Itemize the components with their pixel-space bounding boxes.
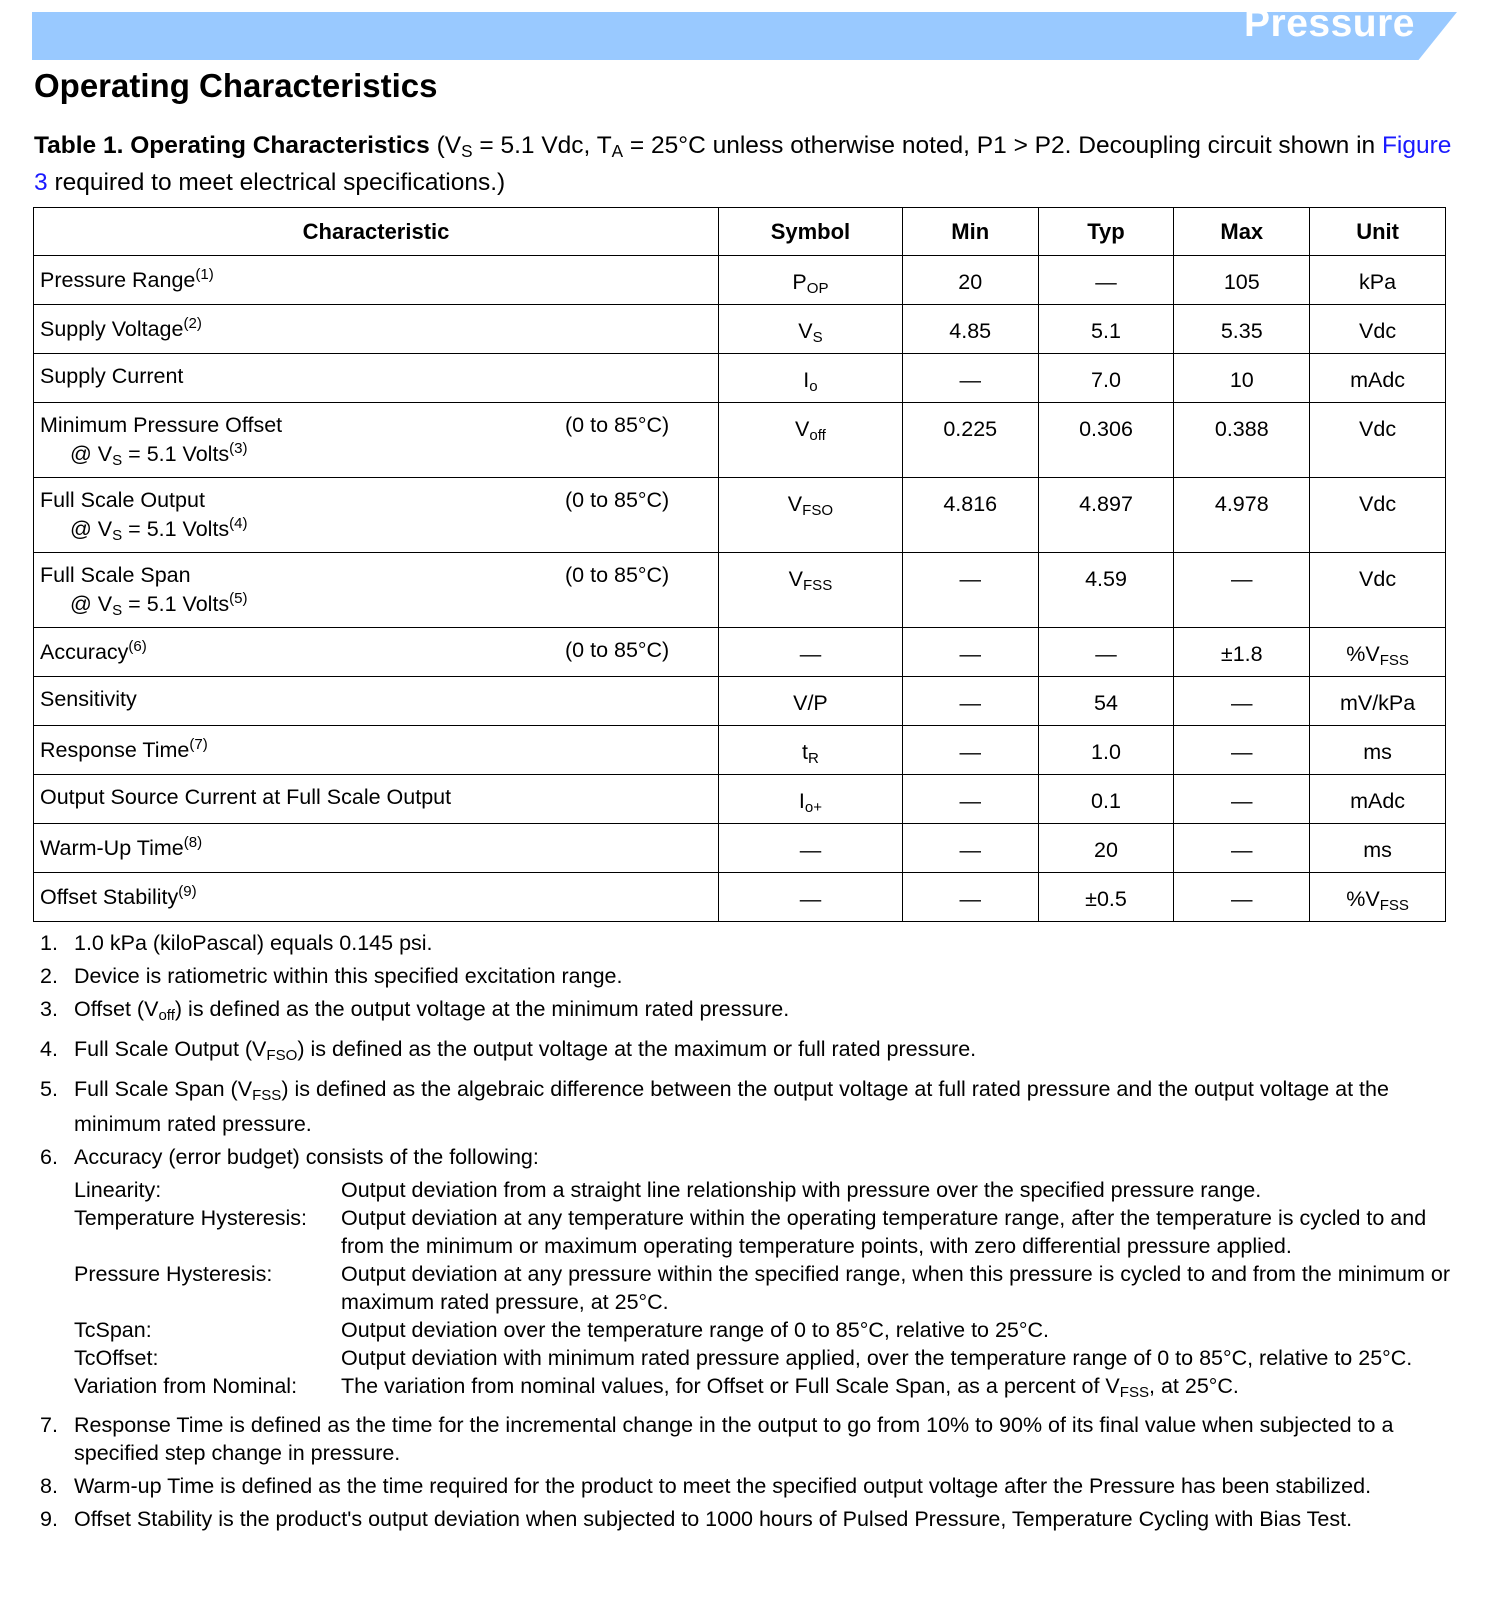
symbol-cell: [719, 677, 903, 726]
characteristic-name: Supply Voltage: [40, 317, 184, 341]
characteristic-name: Sensitivity: [40, 687, 137, 711]
footnote-number: 1.: [40, 931, 58, 955]
unit: mAdc: [1350, 789, 1406, 813]
symbol: V/P: [793, 691, 828, 715]
banner-title: Pressure: [1244, 2, 1415, 45]
unit-sub: FSS: [1379, 897, 1409, 914]
typ-cell: 1.0: [1038, 726, 1174, 775]
header-unit: Unit: [1310, 208, 1446, 256]
footnote-text-part: Offset (V: [74, 997, 159, 1021]
unit: mAdc: [1350, 368, 1406, 392]
unit-cell: [1310, 677, 1446, 726]
footnote-text: [74, 1075, 1460, 1138]
max-cell: 4.978: [1174, 478, 1310, 553]
unit-cell: [1310, 354, 1446, 403]
unit-cell: [1310, 824, 1446, 873]
footnote-text: Response Time is defined as the time for the incremental change in the output to go from 10% to 90% of its final value when subjected to a specified step change in pressure.: [74, 1413, 1394, 1465]
symbol-sub: off: [809, 427, 826, 444]
footnote-text: Offset Stability is the product's output deviation when subjected to 1000 hours of Pulsed Pressure, Temperature Cycling with Bias Test.: [74, 1507, 1353, 1531]
characteristic-condition-line: [40, 440, 718, 469]
footnote-6: [40, 1143, 1460, 1171]
condition: (0 to 85°C): [565, 488, 670, 512]
characteristic-name: Response Time: [40, 738, 190, 762]
footnote-sub: off: [158, 1007, 175, 1024]
footnote-number: 2.: [40, 964, 58, 988]
characteristic-cell: [34, 726, 719, 775]
footnote-3: [40, 995, 1460, 1030]
footnote-sub: FSS: [252, 1087, 282, 1104]
table-row: [34, 824, 1446, 873]
symbol-sub: S: [812, 329, 823, 346]
table-header-row: [34, 208, 1446, 256]
min-cell: 4.85: [902, 305, 1038, 354]
unit-cell: [1310, 775, 1446, 824]
symbol-sub: FSO: [802, 502, 834, 519]
condition: (0 to 85°C): [565, 563, 670, 587]
definition-sub: FSS: [1119, 1384, 1150, 1401]
footnote-text-part: Full Scale Span (V: [74, 1077, 253, 1101]
min-cell: —: [902, 553, 1038, 628]
footnote-number: 3.: [40, 997, 58, 1021]
characteristic-cell: [34, 677, 719, 726]
characteristic-cell: [34, 403, 719, 478]
definition-desc: [341, 1372, 1460, 1407]
characteristic-cell: [34, 256, 719, 305]
footnote-number: 5.: [40, 1077, 58, 1101]
unit-cell: [1310, 403, 1446, 478]
max-cell: 10: [1174, 354, 1310, 403]
footnote-7: [40, 1411, 1460, 1467]
definition-desc: Output deviation over the temperature range of 0 to 85°C, relative to 25°C.: [341, 1318, 1049, 1342]
min-cell: —: [902, 873, 1038, 922]
unit-cell: [1310, 873, 1446, 922]
unit: %V: [1346, 887, 1380, 911]
unit: Vdc: [1359, 417, 1397, 441]
footnote-text: Warm-up Time is defined as the time required for the product to meet the specified output voltage after the Pressure has been stabilized.: [74, 1474, 1372, 1498]
table-caption: [34, 130, 1454, 199]
symbol-sub: OP: [806, 280, 829, 297]
symbol-cell: [719, 354, 903, 403]
unit: mV/kPa: [1339, 691, 1416, 715]
definition-desc-part: The variation from nominal values, for Offset or Full Scale Span, as a percent of V: [341, 1374, 1120, 1398]
symbol: —: [799, 887, 822, 911]
max-cell: —: [1174, 726, 1310, 775]
unit-sub: FSS: [1379, 652, 1409, 669]
caption-text: = 25°C unless otherwise noted, P1 > P2. Decoupling circuit shown in: [623, 132, 1382, 159]
characteristic-name: Full Scale Span: [40, 563, 191, 587]
min-cell: 20: [902, 256, 1038, 305]
symbol-sub: o+: [804, 799, 823, 816]
unit-cell: [1310, 628, 1446, 677]
definition-linearity: [74, 1176, 1460, 1204]
definition-term: TcOffset:: [74, 1346, 159, 1370]
definition-desc: Output deviation from a straight line relationship with pressure over the specified pressure range.: [341, 1178, 1262, 1202]
min-cell: —: [902, 677, 1038, 726]
caption-text: (V: [436, 132, 462, 159]
max-cell: 5.35: [1174, 305, 1310, 354]
definition-temperature-hysteresis: [74, 1204, 1460, 1260]
footnote-text: Device is ratiometric within this specified excitation range.: [74, 964, 623, 988]
definition-desc: Output deviation at any temperature within the operating temperature range, after the temperature is cycled to and from the minimum or maximum operating temperature points, with zero differential pressure applied.: [341, 1206, 1427, 1258]
max-cell: 0.388: [1174, 403, 1310, 478]
operating-characteristics-table: [33, 207, 1446, 922]
characteristic-condition-line: [40, 590, 718, 619]
footnote-text-part: ) is defined as the algebraic difference between the output voltage at full rated pressure and the output voltage at the minimum rated pressure.: [74, 1077, 1389, 1136]
condition-sub: S: [112, 602, 123, 619]
unit-cell: [1310, 553, 1446, 628]
table-row: [34, 677, 1446, 726]
table-row: [34, 403, 1446, 478]
footnote-ref: (7): [189, 736, 208, 753]
footnote-text: [74, 995, 1460, 1030]
footnote-ref: (6): [128, 638, 147, 655]
table-row: [34, 726, 1446, 775]
header-min: Min: [902, 208, 1038, 256]
header-typ: Typ: [1038, 208, 1174, 256]
footnote-ref: (8): [183, 834, 203, 851]
table-row: [34, 354, 1446, 403]
min-cell: —: [902, 726, 1038, 775]
footnote-number: 8.: [40, 1474, 58, 1498]
definition-term: Linearity:: [74, 1178, 162, 1202]
table-row: [34, 873, 1446, 922]
characteristic-name: Supply Current: [40, 364, 184, 388]
footnote-ref: (5): [229, 590, 248, 607]
max-cell: —: [1174, 775, 1310, 824]
characteristic-condition-line: [40, 515, 718, 544]
symbol-cell: [719, 873, 903, 922]
unit: kPa: [1359, 270, 1397, 294]
typ-cell: —: [1038, 628, 1174, 677]
figure-3-link[interactable]: Figure 3: [34, 132, 1452, 196]
footnote-sub: FSO: [266, 1047, 298, 1064]
symbol-cell: [719, 726, 903, 775]
header-characteristic: Characteristic: [34, 208, 719, 256]
max-cell: —: [1174, 873, 1310, 922]
footnote-number: 7.: [40, 1413, 58, 1437]
unit: Vdc: [1359, 567, 1397, 591]
symbol: V: [795, 417, 810, 441]
condition-text: @ V: [70, 442, 113, 466]
table-row: [34, 553, 1446, 628]
symbol: —: [799, 838, 822, 862]
definition-term: Temperature Hysteresis:: [74, 1206, 307, 1230]
symbol-cell: [719, 553, 903, 628]
max-cell: —: [1174, 824, 1310, 873]
condition-text: @ V: [70, 517, 113, 541]
table-row: [34, 478, 1446, 553]
footnote-ref: (9): [178, 883, 197, 900]
unit-cell: [1310, 478, 1446, 553]
characteristic-name: Warm-Up Time: [40, 836, 184, 860]
definition-desc-part: , at 25°C.: [1149, 1374, 1239, 1398]
footnote-ref: (4): [229, 515, 248, 532]
characteristic-name: Minimum Pressure Offset: [40, 413, 283, 437]
condition-sub: S: [112, 527, 123, 544]
footnote-text-part: ) is defined as the output voltage at the maximum or full rated pressure.: [297, 1037, 977, 1061]
definition-variation-from-nominal: [74, 1372, 1460, 1407]
footnote-5: [40, 1075, 1460, 1138]
footnote-text-part: ) is defined as the output voltage at the minimum rated pressure.: [174, 997, 790, 1021]
footnote-8: [40, 1472, 1460, 1500]
characteristic-name: Offset Stability: [40, 885, 179, 909]
footnote-number: 9.: [40, 1507, 58, 1531]
table-row: [34, 256, 1446, 305]
symbol-cell: [719, 305, 903, 354]
characteristic-cell: [34, 553, 719, 628]
characteristic-name: Output Source Current at Full Scale Output: [40, 785, 452, 809]
symbol-cell: [719, 403, 903, 478]
definition-desc: Output deviation with minimum rated pressure applied, over the temperature range of 0 to 85°C, relative to 25°C.: [341, 1346, 1413, 1370]
symbol: V: [798, 319, 813, 343]
definition-pressure-hysteresis: [74, 1260, 1460, 1316]
footnote-1: [40, 929, 1460, 957]
characteristic-name: Accuracy: [40, 640, 129, 664]
header-symbol: Symbol: [719, 208, 903, 256]
characteristic-cell: [34, 873, 719, 922]
condition-text: = 5.1 Volts: [122, 442, 230, 466]
unit-cell: [1310, 256, 1446, 305]
symbol-cell: [719, 628, 903, 677]
definition-term: TcSpan:: [74, 1318, 152, 1342]
symbol-cell: [719, 478, 903, 553]
footnotes: [40, 929, 1460, 1538]
max-cell: ±1.8: [1174, 628, 1310, 677]
typ-cell: 4.897: [1038, 478, 1174, 553]
section-title: Operating Characteristics: [34, 67, 438, 104]
condition: (0 to 85°C): [565, 413, 670, 437]
min-cell: —: [902, 775, 1038, 824]
caption-text: required to meet electrical specifications.): [47, 169, 506, 196]
typ-cell: 5.1: [1038, 305, 1174, 354]
caption-label: Table 1. Operating Characteristics: [34, 132, 430, 159]
symbol: V: [788, 567, 803, 591]
condition: (0 to 85°C): [565, 638, 670, 662]
table-row: [34, 775, 1446, 824]
typ-cell: 4.59: [1038, 553, 1174, 628]
unit: Vdc: [1359, 319, 1397, 343]
footnote-4: [40, 1035, 1460, 1070]
caption-sub: A: [611, 141, 624, 161]
min-cell: —: [902, 628, 1038, 677]
condition-text: @ V: [70, 592, 113, 616]
max-cell: —: [1174, 553, 1310, 628]
condition-sub: S: [112, 452, 123, 469]
characteristic-name: Pressure Range: [40, 268, 196, 292]
symbol-sub: FSS: [802, 577, 833, 594]
condition-text: = 5.1 Volts: [122, 517, 230, 541]
table-row: [34, 628, 1446, 677]
caption-sub: S: [461, 141, 473, 161]
definition-tcspan: [74, 1316, 1460, 1344]
footnote-number: 4.: [40, 1037, 58, 1061]
definition-term: Pressure Hysteresis:: [74, 1262, 273, 1286]
symbol-sub: o: [809, 378, 818, 395]
table-row: [34, 305, 1446, 354]
unit: ms: [1363, 740, 1392, 764]
symbol: V: [787, 492, 803, 516]
typ-cell: 20: [1038, 824, 1174, 873]
unit-cell: [1310, 726, 1446, 775]
unit: %V: [1346, 642, 1380, 666]
accuracy-definitions: [74, 1176, 1460, 1407]
characteristic-name: Full Scale Output: [40, 488, 205, 512]
symbol-cell: [719, 256, 903, 305]
header-max: Max: [1174, 208, 1310, 256]
definition-tcoffset: [74, 1344, 1460, 1372]
unit: Vdc: [1359, 492, 1397, 516]
symbol-cell: [719, 775, 903, 824]
symbol-cell: [719, 824, 903, 873]
typ-cell: —: [1038, 256, 1174, 305]
typ-cell: 54: [1038, 677, 1174, 726]
typ-cell: 7.0: [1038, 354, 1174, 403]
min-cell: 4.816: [902, 478, 1038, 553]
definition-desc: Output deviation at any pressure within the specified range, when this pressure is cycled to and from the minimum or maximum rated pressure, at 25°C.: [341, 1262, 1450, 1314]
characteristic-cell: [34, 305, 719, 354]
characteristic-cell: [34, 478, 719, 553]
footnote-text: 1.0 kPa (kiloPascal) equals 0.145 psi.: [74, 931, 433, 955]
characteristic-cell: [34, 775, 719, 824]
min-cell: —: [902, 354, 1038, 403]
footnote-text: [74, 1035, 1460, 1070]
symbol-sub: R: [808, 750, 819, 767]
caption-text: = 5.1 Vdc, T: [472, 132, 612, 159]
footnote-ref: (3): [229, 440, 248, 457]
footnote-text: Accuracy (error budget) consists of the following:: [74, 1145, 539, 1169]
min-cell: —: [902, 824, 1038, 873]
unit: ms: [1363, 838, 1392, 862]
footnote-2: [40, 962, 1460, 990]
min-cell: 0.225: [902, 403, 1038, 478]
typ-cell: ±0.5: [1038, 873, 1174, 922]
characteristic-cell: [34, 628, 719, 677]
footnote-ref: (1): [195, 266, 214, 283]
symbol: I: [798, 789, 805, 813]
max-cell: —: [1174, 677, 1310, 726]
footnote-number: 6.: [40, 1145, 58, 1169]
footnote-ref: (2): [183, 315, 202, 332]
footnote-text-part: Full Scale Output (V: [74, 1037, 267, 1061]
characteristic-cell: [34, 824, 719, 873]
typ-cell: 0.1: [1038, 775, 1174, 824]
definition-term: Variation from Nominal:: [74, 1374, 298, 1398]
condition-text: = 5.1 Volts: [122, 592, 230, 616]
typ-cell: 0.306: [1038, 403, 1174, 478]
footnote-9: [40, 1505, 1460, 1533]
symbol: t: [802, 740, 808, 764]
unit-cell: [1310, 305, 1446, 354]
characteristic-cell: [34, 354, 719, 403]
symbol: —: [799, 642, 822, 666]
symbol: P: [792, 270, 807, 294]
max-cell: 105: [1174, 256, 1310, 305]
symbol: I: [803, 368, 810, 392]
